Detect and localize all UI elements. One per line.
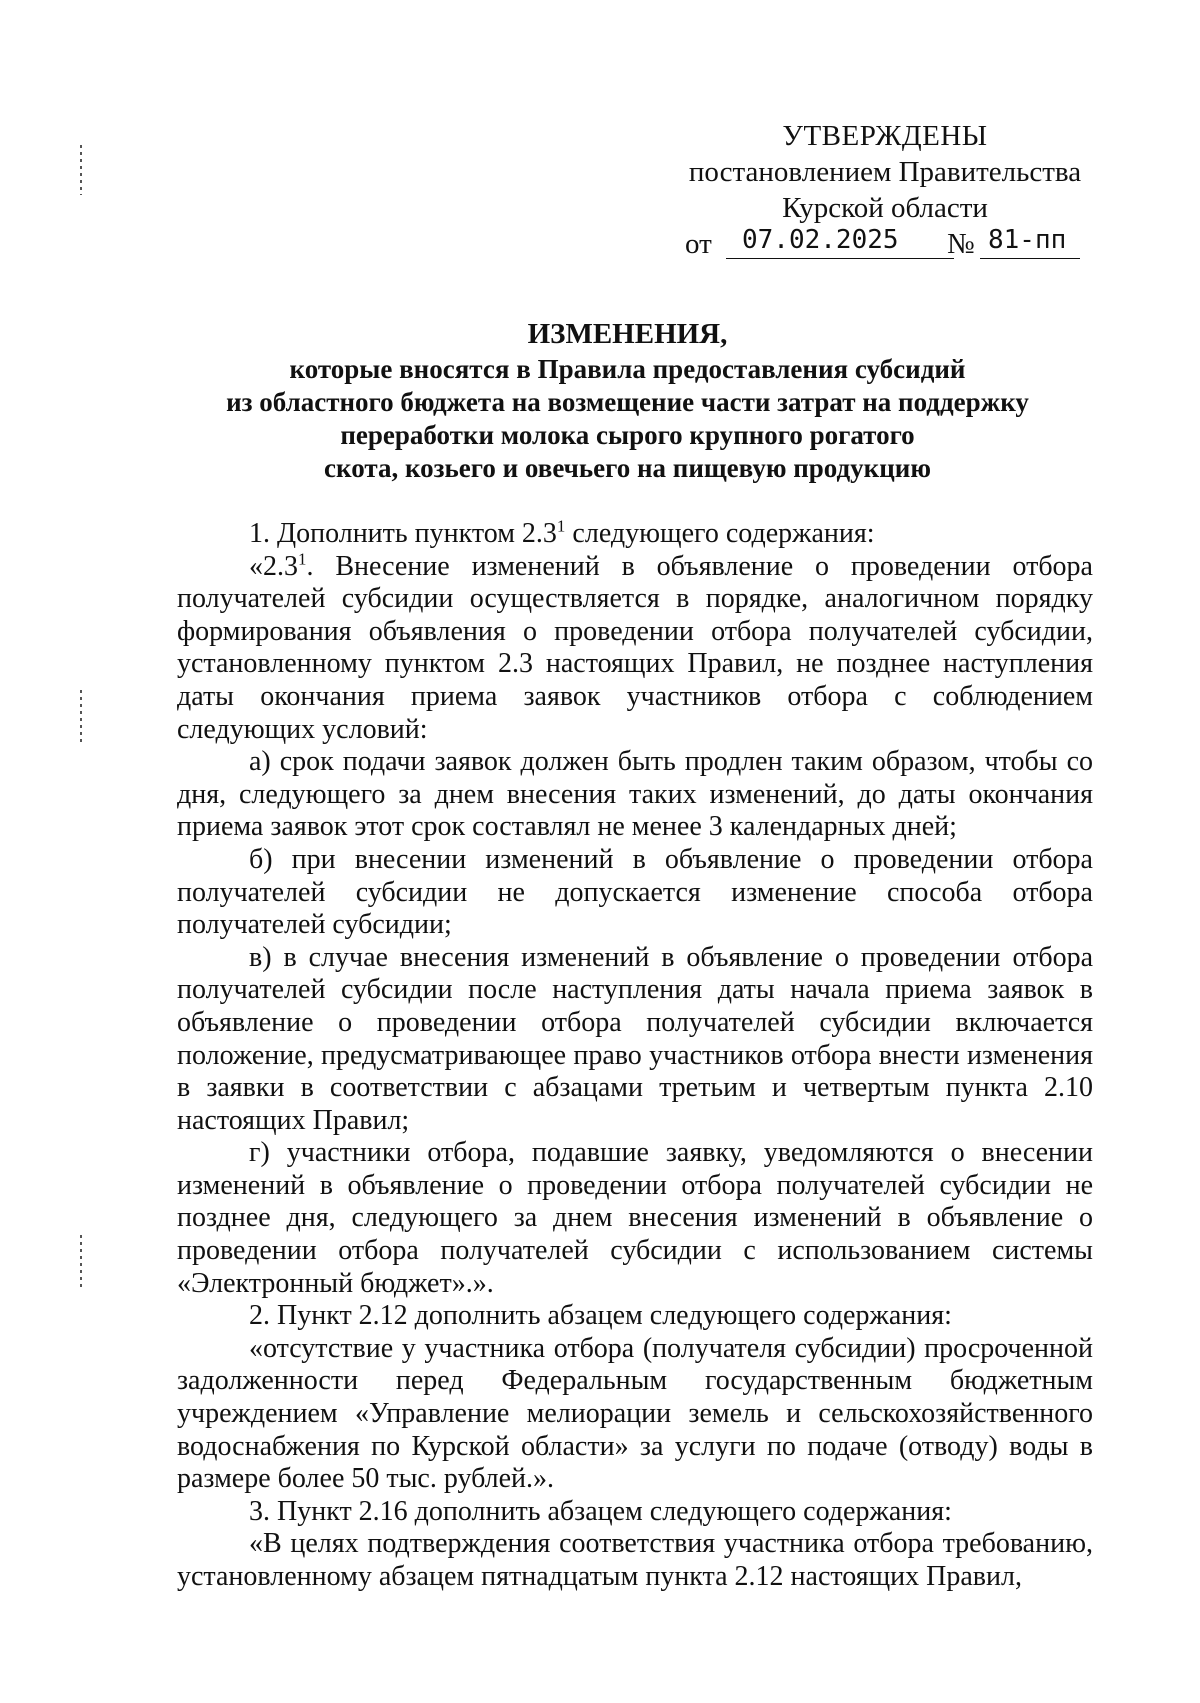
document-heading: [160, 318, 1095, 485]
superscript: 1: [556, 516, 566, 536]
number-field: [980, 222, 1080, 259]
heading-line: которые вносятся в Правила предоставления субсидий: [289, 354, 966, 384]
scan-margin-mark: [80, 1235, 82, 1290]
paragraph-text: «2.3: [249, 550, 298, 582]
paragraph-3: а) срок подачи заявок должен быть продлен таким образом, чтобы со дня, следующего за днем внесения таких изменений, до даты окончания приема заявок этот срок составлял не менее 3 календарных дней;: [177, 746, 1093, 843]
scan-margin-mark: [80, 145, 82, 195]
approval-stamp-block: [685, 118, 1085, 264]
paragraph-10: «В целях подтверждения соответствия участника отбора требованию, установленному абзацем пятнадцатым пункта 2.12 настоящих Правил,: [177, 1528, 1093, 1592]
date-value: 07.02.2025: [742, 225, 899, 255]
approval-line-1: постановлением Правительства: [688, 156, 1082, 188]
paragraph-1: [177, 518, 1093, 551]
number-value: 81-пп: [988, 225, 1067, 255]
paragraph-9: 3. Пункт 2.16 дополнить абзацем следующего содержания:: [249, 1495, 952, 1527]
approval-title: УТВЕРЖДЕНЫ: [782, 120, 988, 152]
paragraph-text: . Внесение изменений в объявление о проведении отбора получателей субсидии осуществляется в порядке, аналогичном порядку формирования объявления о проведении отбора получателей субсидии, установленному пунктом 2.3 настоящих Правил, не позднее наступления даты окончания приема заявок участников отбора с соблюдением следующих условий:: [177, 550, 1093, 745]
paragraph-text: следующего содержания:: [565, 518, 875, 549]
heading-line: скота, козьего и овечьего на пищевую продукцию: [324, 453, 931, 483]
paragraph-5: в) в случае внесения изменений в объявление о проведении отбора получателей субсидии после наступления даты начала приема заявок в объявление о проведении отбора получателей субсидии включается положение, предусматривающее право участников отбора внести изменения в заявки в соответствии с абзацами третьим и четвертым пункта 2.10 настоящих Правил;: [177, 941, 1093, 1136]
superscript: 1: [298, 549, 307, 569]
document-body: [177, 518, 1093, 1594]
paragraph-8: «отсутствие у участника отбора (получателя субсидии) просроченной задолженности перед Федеральным государственным бюджетным учреждением «Управление мелиорации земель и сельскохозяйственного водоснабжения по Курской области» за услуги по подаче (отводу) воды в размере более 50 тыс. рублей.».: [177, 1332, 1093, 1495]
date-prefix: от: [685, 228, 712, 260]
paragraph-2: [177, 551, 1093, 747]
paragraph-4: б) при внесении изменений в объявление о проведении отбора получателей субсидии не допускается изменение способа отбора получателей субсидии;: [177, 843, 1093, 941]
approval-date-row: [685, 226, 1085, 264]
scan-margin-mark: [80, 690, 82, 745]
paragraph-7: 2. Пункт 2.12 дополнить абзацем следующего содержания:: [249, 1300, 952, 1332]
paragraph-text: 1. Дополнить пунктом 2.3: [249, 518, 557, 549]
heading-title: ИЗМЕНЕНИЯ,: [527, 318, 728, 350]
heading-line: переработки молока сырого крупного рогатого: [340, 420, 915, 450]
paragraph-6: г) участники отбора, подавшие заявку, уведомляются о внесении изменений в объявление о проведении отбора получателей субсидии не позднее дня, следующего за днем внесения изменений в объявление о проведении отбора получателей субсидии с использованием системы «Электронный бюджет».».: [177, 1137, 1093, 1299]
date-field: [726, 222, 954, 259]
approval-line-2: Курской области: [782, 192, 988, 224]
heading-line: из областного бюджета на возмещение части затрат на поддержку: [226, 387, 1029, 417]
number-prefix: №: [947, 228, 975, 260]
